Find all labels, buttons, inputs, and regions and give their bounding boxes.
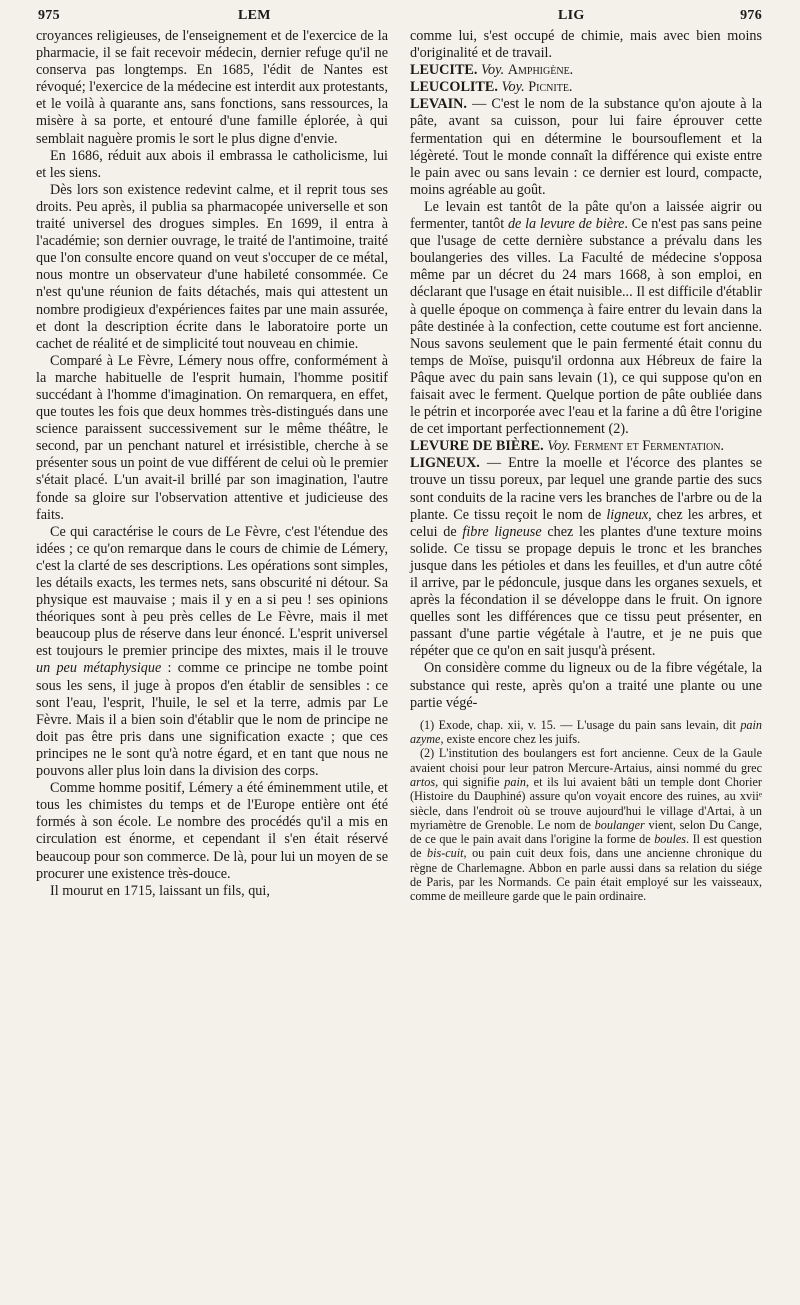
- entry-keyword: LEUCITE.: [410, 62, 478, 79]
- emphasis: artos: [410, 774, 436, 789]
- text-run: , qui signifie: [435, 774, 505, 789]
- text-run: chez les plantes d'une texture moins solide. Ce tissu se propage depuis le tronc et les branches jusque dans les pétioles et dans les feuilles, et d'un autre côté il arrive, par le pédoncule, jusque dans les organes sexuels, et après la fécondation il se développe dans le fruit. On ignore quelles sont les différences que ce tissu peut présenter, en passant d'une partie végétale à l'autre, et je ne puis que répéter que ce qu'on en sait jusqu'à présent.: [410, 523, 762, 660]
- footnote-1: [410, 718, 762, 747]
- emphasis: un peu métaphysique: [36, 660, 162, 677]
- cross-reference: Picnite.: [528, 79, 573, 96]
- entry-leucolite: [410, 79, 762, 96]
- paragraph: [36, 524, 388, 780]
- paragraph: En 1686, réduit aux abois il embrassa le catholicisme, lui et les siens.: [36, 147, 388, 181]
- running-head-right: LIG: [558, 8, 585, 23]
- paragraph: Dès lors son existence redevint calme, et il reprit tous ses droits. Peu après, il publia sa pharmacopée universelle et son traité universel des drogues simples. En 1699, il entra à l'académie; son dernier ouvrage, le traité de l'antimoine, traité que l'on consulte encore quand on veut s'occuper de ce métal, nous montre un observateur d'une habileté consommée. Ce n'est qu'une réunion de faits détachés, mais qui attestent un nombre prodigieux d'expériences faites par une main assurée, et dont la description écrite dans le laboratoire porte un cachet de réalité et de simplicité tout nouveau en chimie.: [36, 181, 388, 352]
- see-label: Voy.: [501, 79, 525, 96]
- text-run: vient, selon Du Cange, de ce que le pain avait dans l'origine la forme de: [410, 817, 762, 847]
- text-run: : comme ce principe ne tombe point sous les sens, il juge à propos d'en établir de sensibles : ce sont l'eau, l'esprit, l'huile, le sel et la terre, admis par Le Fèvre. Mais il a bien soin d'établir que le nom de principe ne doit pas être pris dans une signification exacte ; que ces principes ne le sont qu'à notre égard, et en tant que nous ne pouvons aller plus loin dans la division des corps.: [36, 660, 389, 780]
- cross-reference: Amphigène.: [507, 62, 574, 79]
- see-label: Voy.: [547, 438, 571, 455]
- page-number-right: 976: [740, 8, 762, 23]
- paragraph: On considère comme du ligneux ou de la fibre végétale, la substance qui reste, après qu'on a traité une plante ou une partie végé-: [410, 660, 762, 711]
- entry-keyword: LEVURE DE BIÈRE.: [410, 438, 544, 455]
- page-number-left: 975: [38, 8, 60, 23]
- entry-levain: [410, 96, 762, 199]
- entry-keyword: LIGNEUX.: [410, 455, 480, 472]
- paragraph: croyances religieuses, de l'enseignement et de l'exercice de la pharmacie, il se fait recevoir médecin, dernier refuge qu'il ne conserva pas longtemps. En 1685, l'édit de Nantes est révoqué; l'exercice de la médecine est interdit aux protestants, et le voilà à quarante ans, sans fonctions, sans ressources, la misère à sa porte, et entouré d'une famille éplorée, à qui semblait naguère promis le sort le plus digne d'envie.: [36, 28, 388, 147]
- paragraph: Comparé à Le Fèvre, Lémery nous offre, conformément à la marche habituelle de l'esprit humain, l'homme positif succédant à l'homme d'imagination. On remarquera, en effet, que toutes les fois que deux hommes très-distingués dans une science paraissent successivement sur le même théâtre, le second, par un penchant naturel et irrésistible, cherche à se présenter sous un point de vue différent de celui où le premier s'était placé. L'un avait-il brillé par son imagination, l'autre fonde sa gloire sur l'observation attentive et judicieuse des faits.: [36, 352, 388, 523]
- emphasis: pain: [504, 774, 526, 789]
- paragraph: comme lui, s'est occupé de chimie, mais avec bien moins d'originalité et de travail.: [410, 28, 762, 62]
- paragraph: [410, 199, 762, 438]
- text-run: . Il est question de: [410, 832, 762, 861]
- text-run: , existe encore chez les juifs.: [440, 732, 581, 747]
- footnotes: [410, 718, 762, 904]
- emphasis: bis-cuit: [426, 846, 464, 861]
- text-run: (1) Exode, chap. xii, v. 15. — L'usage du pain sans levain, dit: [420, 717, 741, 732]
- entry-ligneux: [410, 455, 762, 660]
- entry-keyword: LEVAIN.: [410, 96, 467, 113]
- text-run: , chez les arbres, et celui de: [410, 506, 762, 540]
- emphasis: ligneux: [606, 506, 649, 523]
- see-label: Voy.: [480, 62, 505, 79]
- text-run: Ce qui caractérise le cours de Le Fèvre, c'est l'étendue des idées ; ce qu'on remarque dans le cours de chimie de Lémery, c'est la clarté de ses descriptions. Les opérations sont simples, les détails exacts, les termes nets, sans obscurité ni détour. Sa physique est mauvaise ; mais il y en a si peu ! ses opinions théoriques sont à peu près celles de Le Fèvre, mais il met beaucoup plus de réserve dans leur énoncé. L'esprit universel est toujours le premier principe des mixtes, mais il le trouve: [36, 523, 388, 660]
- text-run: , et ils lui avaient bâti un temple dont Chorier (Histoire du Dauphiné) assure qu'on voyait encore des ruines, au xviiᵉ siècle, dans l'endroit où se trouve aujourd'hui le village d'Artai, à un myriamètre de Grenoble. Le nom de: [410, 774, 762, 832]
- emphasis: de la levure de bière: [507, 216, 625, 233]
- running-header: [38, 8, 762, 30]
- text-run: . Ce n'est pas sans peine que l'usage de cette dernière substance a prévalu dans les boulangeries des villes. La Faculté de médecine s'opposa même par un décret du 24 mars 1668, à son emploi, en déclarant que l'usage en était nuisible... Il est difficile d'établir à quelle époque on commença à faire entrer du levain dans la pâte destinée à la confection, cette coutume est fort ancienne. Nous savons seulement que le pain fermenté était connu du temps de Moïse, puisqu'il ordonna aux Hébreux de faire la Pâque avec du pain sans levain (1), ce qui suppose qu'on en faisait avec le ferment. Quelque portion de pâte oubliée dans le pétrin et incorporée avec l'eau et la farine a dû être l'origine de cet important perfectionnement (2).: [410, 216, 762, 438]
- cross-reference: Ferment et Fermentation.: [573, 438, 725, 455]
- left-column: [36, 28, 388, 900]
- footnote-2: [410, 746, 762, 903]
- right-column: [410, 28, 762, 904]
- emphasis: boules: [654, 832, 687, 847]
- entry-leucite: [410, 62, 762, 79]
- running-head-left: LEM: [238, 8, 271, 23]
- text-run: (2) L'institution des boulangers est fort ancienne. Ceux de la Gaule avaient choisi pour leur patron Mercure-Artaius, ainsi nommé du grec: [410, 746, 762, 775]
- entry-levure: [410, 438, 762, 455]
- text-run: , ou pain cuit deux fois, dans une ancienne chronique du règne de Charlemagne. Abbon en parle aussi dans sa relation du siége de Paris, par les Normands. Ce pain était employé sur les vaisseaux, comme de meilleure garde que le pain ordinaire.: [410, 846, 762, 904]
- text-run: — C'est le nom de la substance qu'on ajoute à la pâte, avant sa cuisson, pour lui faire éprouver cette fermentation qui en détermine le boursouflement et la légèreté. Tout le monde connaît la différence qui existe entre le pain avec ou sans levain : ce dernier est lourd, compacte, moins agréable au goût.: [410, 96, 762, 198]
- paragraph: Comme homme positif, Lémery a été éminemment utile, et tous les chimistes du temps et de l'Europe entière ont été formés à son école. Le nombre des procédés qu'il a mis en circulation est énorme, et cependant il s'en était réservé beaucoup pour son commerce. De là, pour lui un moyen de se procurer une existence très-douce.: [36, 780, 388, 882]
- paragraph: Il mourut en 1715, laissant un fils, qui,: [50, 882, 270, 899]
- emphasis: boulanger: [594, 817, 645, 832]
- emphasis: fibre ligneuse: [462, 523, 542, 540]
- emphasis: pain azyme: [410, 717, 762, 747]
- entry-keyword: LEUCOLITE.: [410, 79, 498, 96]
- text-run: Le levain est tantôt de la pâte qu'on a laissée aigrir ou fermenter, tantôt: [410, 198, 762, 233]
- text-run: — Entre la moelle et l'écorce des plantes se trouve un tissu poreux, par lequel une grande partie des sucs sont conduits de la racine vers les branches de l'arbre ou de la plante. Ce tissu reçoit le nom de: [410, 455, 762, 523]
